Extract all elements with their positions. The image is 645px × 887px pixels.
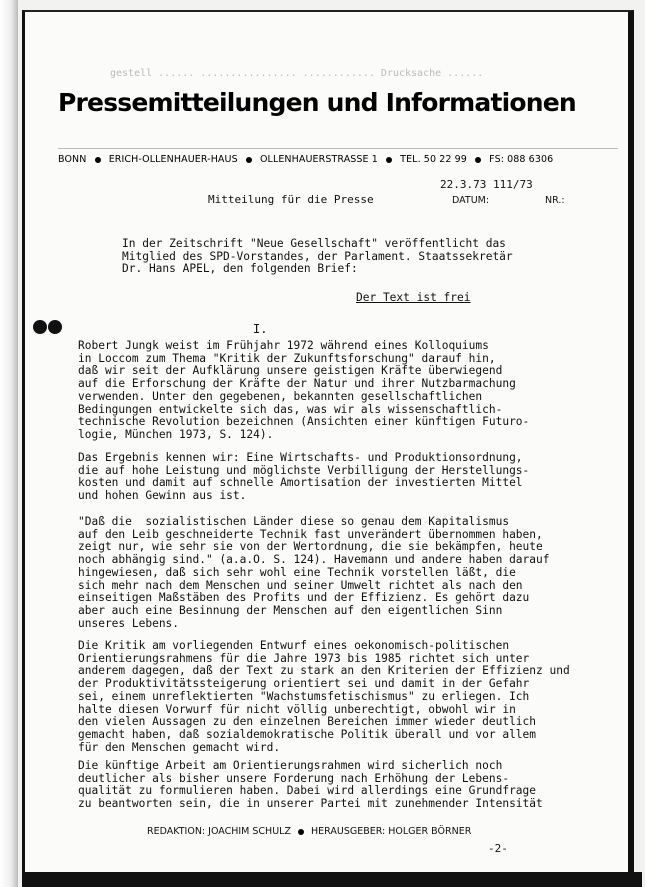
footer-redaktion: REDAKTION: JOACHIM SCHULZ xyxy=(147,826,291,837)
section-numeral: I. xyxy=(253,322,268,336)
bleed-through-text: gestell ...... ................ ............ Drucksache ...... xyxy=(110,68,484,79)
address-city: BONN xyxy=(58,154,87,165)
footer-herausgeber: HERAUSGEBER: HOLGER BÖRNER xyxy=(311,826,472,837)
nr-label: NR.: xyxy=(545,195,565,206)
subheading: Der Text ist frei xyxy=(356,291,471,304)
footer-credits xyxy=(147,826,471,837)
intro-paragraph: In der Zeitschrift "Neue Gesellschaft" veröffentlicht das Mitglied des SPD-Vorstandes, der Parlament. Staatssekretär Dr. Hans APEL, den folgenden Brief: xyxy=(122,237,513,276)
paragraph-1: Robert Jungk weist im Frühjahr 1972 während eines Kolloquiums in Loccom zum Thema "Kritik der Zukunftsforschung" darauf hin, daß wir seit der Aufklärung unsere geistigen Kräfte überwiegend auf die Erforschung der Kräfte der Natur und ihrer Nutzbarmachung verwenden. Unter den gegebenen, bekannten gesellschaftlichen Bedingungen entwickelte sich das, was wir als wissenschaftlich- technische Revolution bezeichnen (Ansichten einer künftigen Futuro- logie, München 1973, S. 124). xyxy=(78,339,530,441)
masthead-title: Pressemitteilungen und Informationen xyxy=(58,88,576,117)
bullet-icon xyxy=(386,157,392,163)
paragraph-5: Die künftige Arbeit am Orientierungsrahmen wird sicherlich noch deutlicher als bisher unsere Forderung nach Erhöhung der Lebens- qualität zu formulieren haben. Dabei wird allerdings eine Grundfrage zu beantworten sein, die in unserer Partei mit zunehmender Intensität xyxy=(78,759,543,811)
bullet-icon xyxy=(298,829,304,835)
bullet-icon xyxy=(95,157,101,163)
page-number: -2- xyxy=(488,842,508,855)
punch-hole-right xyxy=(48,320,62,334)
address-fs: FS: 088 6306 xyxy=(489,154,554,165)
mitteilung-heading: Mitteilung für die Presse xyxy=(208,193,374,206)
page-edge-left xyxy=(0,0,18,887)
bullet-icon xyxy=(246,157,252,163)
bullet-icon xyxy=(475,157,481,163)
scan-border-bottom xyxy=(22,872,642,887)
datum-label: DATUM: xyxy=(452,195,490,206)
date-value: 22.3.73 111/73 xyxy=(440,178,533,191)
address-line xyxy=(58,154,618,165)
address-street: OLLENHAUERSTRASSE 1 xyxy=(259,154,378,165)
address-house: ERICH-OLLENHAUER-HAUS xyxy=(108,154,238,165)
paragraph-4: Die Kritik am vorliegenden Entwurf eines oekonomisch-politischen Orientierungsrahmens für die Jahre 1973 bis 1985 richtet sich unter anderem dagegen, daß der Text zu stark an den Kriterien der Effizienz und der Produktivitätssteigerung orientiert sei und damit in der Gefahr sei, einem unreflektierten "Wachstumsfetischismus" zu erliegen. Ich halte diesen Vorwurf für nicht völlig unberechtigt, obwohl wir in den vielen Aussagen zu den einzelnen Bereichen immer wieder deutlich gemacht haben, daß sozialdemokratische Politik überall und vor allem für den Menschen gemacht wird. xyxy=(78,639,570,754)
header-rule xyxy=(58,148,618,149)
paragraph-3: "Daß die sozialistischen Länder diese so genau dem Kapitalismus auf den Leib geschneiderte Technik fast unverändert übernommen haben, zeigt nur, wie sehr sie von der Wertordnung, die sie bekämpfen, heute noch abhängig sind." (a.a.O. S. 124). Havemann und andere haben darauf hingewiesen, daß sich sehr wohl eine Technik vorstellen läßt, die sich mehr nach dem Menschen und seiner Umwelt richtet als nach den einseitigen Maßstäben des Profits und der Effizienz. Es gehört dazu aber auch eine Besinnung der Menschen auf den eigentlichen Sinn unseres Lebens. xyxy=(78,515,550,630)
punch-hole-left xyxy=(33,320,47,334)
address-tel: TEL. 50 22 99 xyxy=(400,154,467,165)
paragraph-2: Das Ergebnis kennen wir: Eine Wirtschafts- und Produktionsordnung, die auf hohe Leistung und möglichste Verbilligung der Herstellungs- kosten und damit auf schnelle Amortisation der investierten Mittel und hohen Gewinn aus ist. xyxy=(78,451,530,503)
